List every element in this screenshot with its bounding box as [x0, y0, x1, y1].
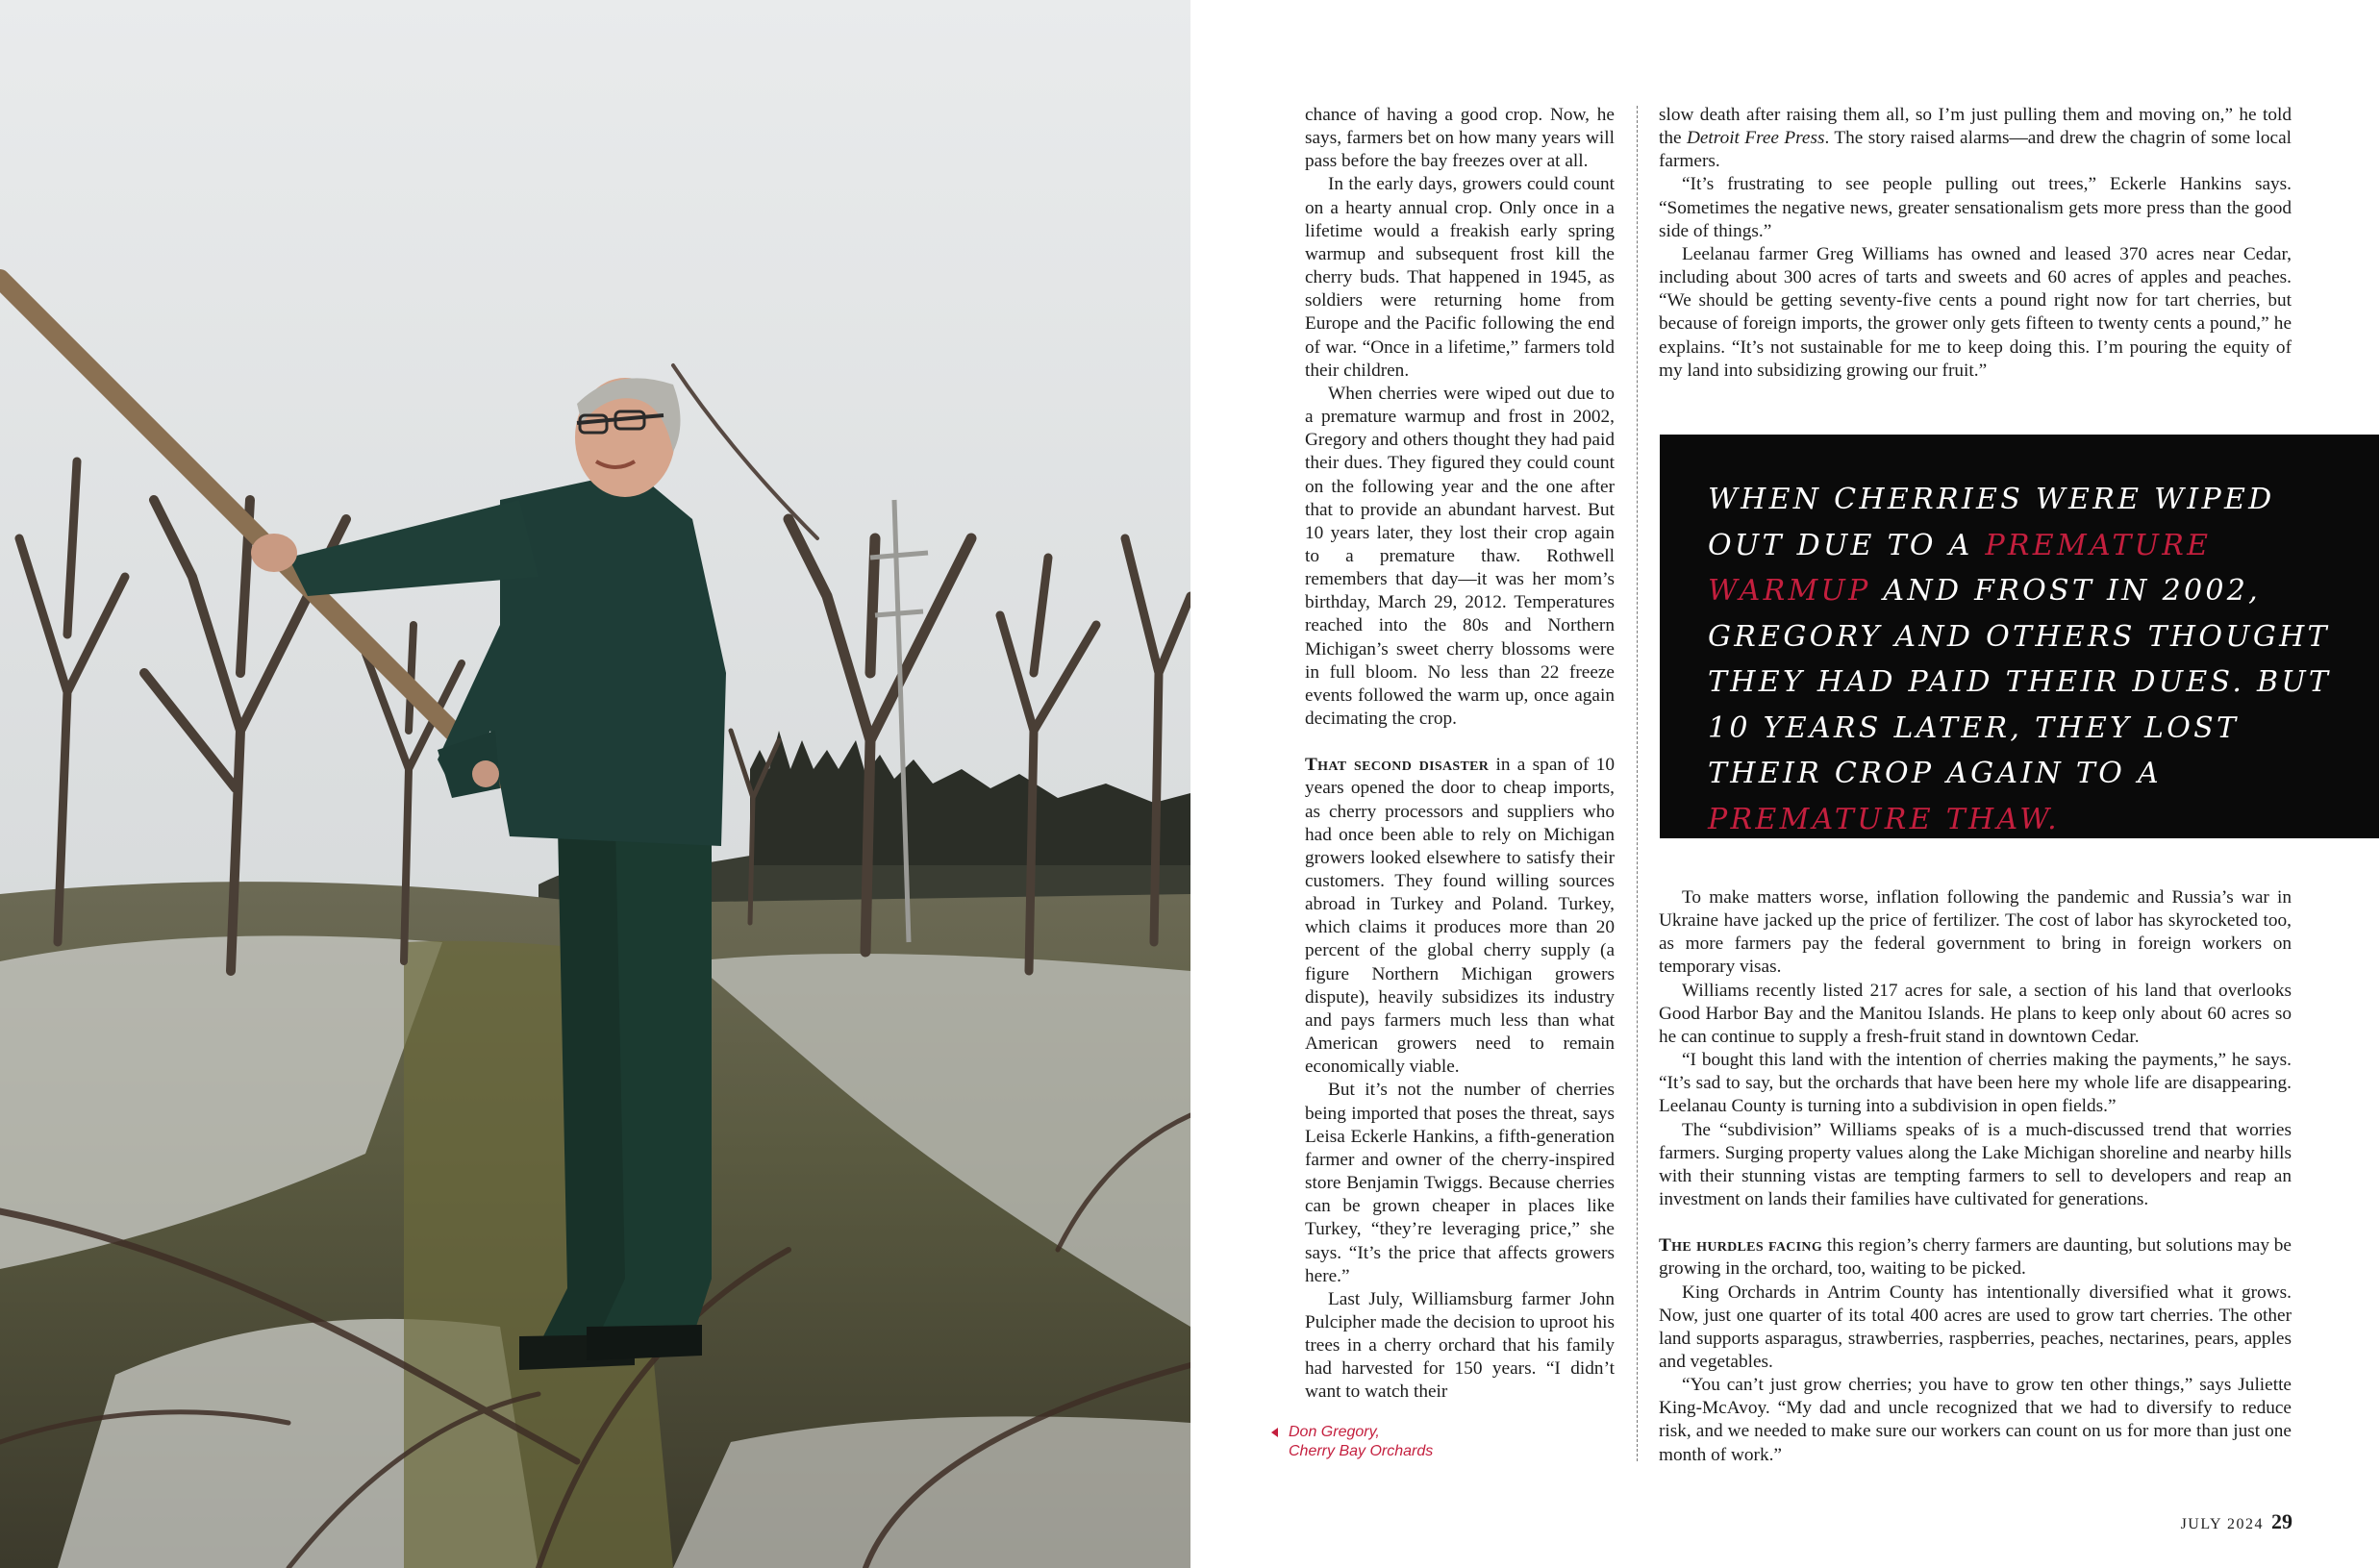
pull-quote-text: [1708, 477, 2362, 842]
paragraph: In the early days, growers could count on a hearty annual crop. Only once in a lifetime would a freakish early spring warmup and subsequent frost kill the cherry buds. That happened in 1945, as soldiers were returning home from Europe and the Pacific following the end of war. “Once in a lifetime,” farmers told their children.: [1305, 174, 1615, 381]
caption-pointer-icon: [1271, 1428, 1278, 1437]
body-column-1: [1305, 104, 1615, 1405]
paragraph: To make matters worse, inflation following the pandemic and Russia’s war in Ukraine have jacked up the price of fertilizer. The cost of labor has skyrocketed too, as more farmers pay the federal government to bring in foreign workers on temporary visas.: [1659, 887, 2292, 978]
caption-farm: Cherry Bay Orchards: [1289, 1443, 1434, 1459]
publication-name: Detroit Free Press: [1686, 128, 1825, 149]
pull-quote-segment: WHEN CHERRIES WERE WIPED OUT DUE TO A: [1708, 483, 2275, 562]
caption-name: Don Gregory,: [1289, 1424, 1380, 1440]
pull-quote-highlight: PREMATURE WARMUP: [1708, 528, 2212, 608]
paragraph: But it’s not the number of cherries being imported that poses the threat, says Leisa Eckerle Hankins, a fifth-generation farmer and owner of the cherry-inspired store Benjamin Twiggs. Because cherries can be grown cheaper in places like Turkey, “they’re leveraging price,” she says. “It’s the price that affects growers here.”: [1305, 1080, 1615, 1286]
page-number: 29: [2271, 1509, 2292, 1533]
section-lead-in: That second disaster: [1305, 755, 1490, 776]
issue-date: JULY 2024: [2180, 1516, 2264, 1532]
pull-quote-segment: AND FROST IN 2002, GREGORY AND OTHERS THOUGHT THEY HAD PAID THEIR DUES. BUT 10 YEARS LATER, THEY LOST THEIR CROP AGAIN TO A: [1708, 574, 2332, 790]
paragraph: “I bought this land with the intention of cherries making the payments,” he says. “It’s sad to say, but the orchards that have been here my whole life are disappearing. Leelanau County is turning into a subdivision in open fields.”: [1659, 1050, 2292, 1117]
paragraph-text: . The story raised alarms—and drew the chagrin of some local farmers.: [1659, 128, 2292, 172]
pull-quote-highlight: PREMATURE THAW.: [1708, 802, 2060, 836]
body-column-2-top: [1659, 104, 2292, 383]
paragraph: “You can’t just grow cherries; you have to grow ten other things,” says Juliette King-McAvoy. “My dad and uncle recognized that we had to diversify to reduce risk, and we needed to make sure our workers can count on us for more than just one month of work.”: [1659, 1375, 2292, 1465]
paragraph: The “subdivision” Williams speaks of is a much-discussed trend that worries farmers. Surging property values along the Lake Michigan shoreline and nearby hills with their stunning vistas are tempting farmers to sell to developers and reap an investment on lands their families have cultivated for generations.: [1659, 1119, 2292, 1210]
paragraph: Leelanau farmer Greg Williams has owned and leased 370 acres near Cedar, including about 300 acres of tarts and sweets and 60 acres of apples and peaches. “We should be getting seventy-five cents a pound right now for tart cherries, but because of foreign imports, the grower only gets fifteen to twenty cents a pound,” he explains. “It’s not sustainable for me to keep doing this. I’m pouring the equity of my land into subsidizing growing our fruit.”: [1659, 243, 2292, 381]
paragraph: When cherries were wiped out due to a premature warmup and frost in 2002, Gregory and others thought they had paid their dues. They figured they could count on the following year and the one after that to provide an abundant harvest. But 10 years later, they lost their crop again to a premature thaw. Rothwell remembers that day—it was her mom’s birthday, March 29, 2012. Temperatures reached into the 80s and Northern Michigan’s sweet cherry blossoms were in full bloom. No less than 22 freeze events followed the warm up, once again decimating the crop.: [1305, 383, 1615, 730]
section-paragraph: [1659, 1234, 2292, 1281]
page-folio: [2135, 1509, 2292, 1534]
photo-caption: [1289, 1423, 1510, 1461]
paragraph-text: slow death after raising them all, so I’m just pulling them and moving on,” he told the: [1659, 105, 2292, 149]
paragraph: chance of having a good crop. Now, he says, farmers bet on how many years will pass before the bay freezes over at all.: [1305, 105, 1615, 172]
paragraph: King Orchards in Antrim County has intentionally diversified what it grows. Now, just one quarter of its total 400 acres are used to grow tart cherries. The other land supports asparagus, strawberries, raspberries, peaches, nectarines, pears, apples and vegetables.: [1659, 1282, 2292, 1372]
paragraph-text: in a span of 10 years opened the door to cheap imports, as cherry processors and suppliers who had once been able to rely on Michigan growers looked elsewhere to satisfy their customers. They found willing sources abroad in Turkey and Poland. Turkey, which claims it produces more than 20 percent of the global cherry supply (a figure Northern Michigan growers dispute), heavily subsidizes its industry and pays farmers much less than what American growers need to remain economically viable.: [1305, 755, 1616, 1078]
paragraph: [1659, 104, 2292, 173]
section-paragraph: [1305, 754, 1615, 1079]
paragraph: Williams recently listed 217 acres for sale, a section of his land that overlooks Good Harbor Bay and the Manitou Islands. He plans to keep only about 60 acres so he can continue to supply a fresh-fruit stand in downtown Cedar.: [1659, 980, 2292, 1047]
column-divider: [1637, 106, 1638, 1461]
paragraph: “It’s frustrating to see people pulling out trees,” Eckerle Hankins says. “Sometimes the negative news, greater sensationalism gets more press than the good side of things.”: [1659, 174, 2292, 241]
paragraph: Last July, Williamsburg farmer John Pulcipher made the decision to uproot his trees in a cherry orchard that his family had harvested for 150 years. “I didn’t want to watch their: [1305, 1288, 1615, 1403]
pull-quote-box: [1660, 435, 2379, 838]
body-column-2-bottom: [1659, 886, 2292, 1467]
paragraph-text: this region’s cherry farmers are daunting, but solutions may be growing in the orchard, too, waiting to be picked.: [1659, 1235, 2292, 1280]
section-lead-in: The hurdles facing: [1659, 1235, 1823, 1257]
